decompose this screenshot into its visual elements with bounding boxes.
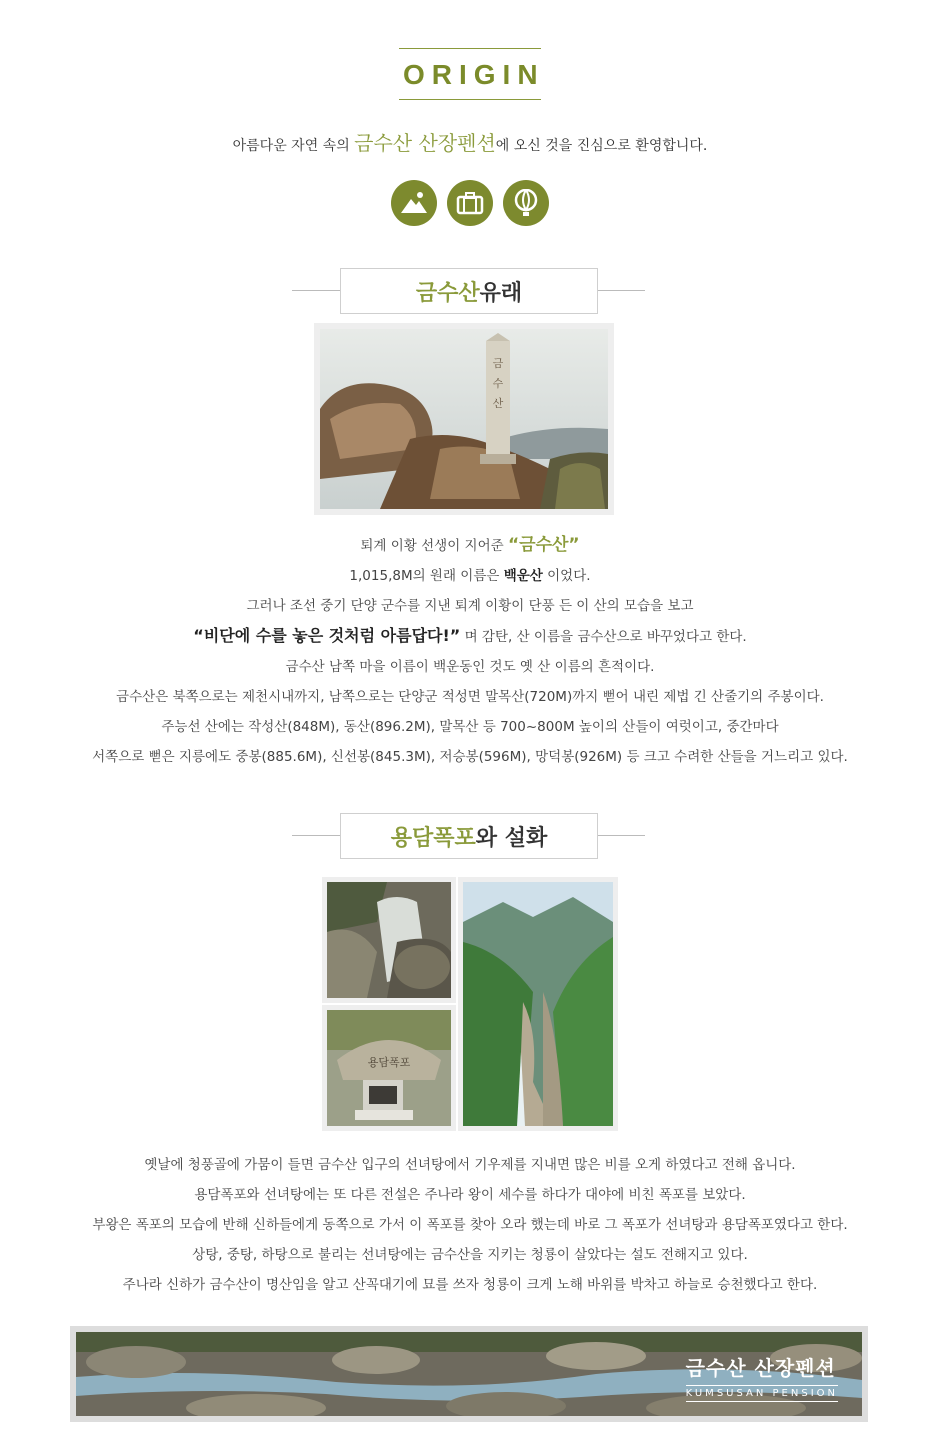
svg-text:금: 금 [492,357,504,370]
suitcase-icon [447,180,493,226]
welcome-message [0,127,940,156]
origin-line-2-pre: 1,015,8M의 원래 이름은 [349,568,504,584]
geumsusan-quote: “금수산” [507,535,580,555]
section-waterfall-title [340,813,598,859]
svg-text:용담폭포: 용담폭포 [367,1056,411,1069]
waterfall-line-2: 용담폭포와 선녀탕에는 또 다른 전설은 주나라 왕이 세수를 하다가 대야에 비친 폭포를 보았다. [194,1187,746,1203]
pension-logo-korean: 금수산 산장펜션 [685,1356,836,1380]
origin-line-7: 주능선 산에는 작성산(848M), 동산(896.2M), 말목산 등 700~800M 높이의 산들이 여럿이고, 중간마다 [161,719,779,735]
hot-air-balloon-icon [503,180,549,226]
pension-logo [686,1352,838,1402]
welcome-highlight: 금수산 산장펜션 [354,131,496,155]
svg-text:산: 산 [492,397,504,410]
origin-line-4-post: 며 감탄, 산 이름을 금수산으로 바꾸었다고 한다. [460,629,747,645]
section-waterfall-heading [0,813,940,859]
section-origin-title-green: 금수산 [415,280,480,306]
heading-line-right [598,835,645,836]
summit-marker-photo [314,323,614,515]
origin-line-1-pre: 퇴계 이황 선생이 지어준 [360,538,508,554]
section-origin-text [0,530,940,772]
section-waterfall-title-green: 용담폭포 [390,825,476,851]
heading-line-right [598,290,645,291]
section-origin-title [340,268,598,314]
welcome-after: 에 오신 것을 진심으로 환영합니다. [495,138,708,154]
beauty-quote: “비단에 수를 놓은 것처럼 아름답다!” [193,626,461,645]
waterfall-line-5: 주나라 신하가 금수산이 명산임을 알고 산꼭대기에 묘를 쓰자 청룡이 크게 노해 바위를 박차고 하늘로 승천했다고 한다. [122,1277,818,1293]
origin-heading-wrap [0,48,940,100]
mountain-icon [391,180,437,226]
heading-line-left [292,835,340,836]
section-origin-title-dark: 유래 [479,280,523,306]
section-waterfall-title-dark: 와 설화 [475,825,548,851]
waterfall-rocks-photo [322,877,456,1003]
pension-logo-english: KUMSUSAN PENSION [686,1385,838,1402]
origin-title: ORIGIN [399,48,541,100]
yongdam-stone-photo [322,1005,456,1131]
heading-line-left [292,290,340,291]
welcome-before: 아름다운 자연 속의 [232,138,355,154]
feature-icons [0,180,940,226]
origin-line-4 [0,621,940,652]
origin-line-2 [0,561,940,591]
origin-line-5: 금수산 남쪽 마을 이름이 백운동인 것도 옛 산 이름의 흔적이다. [285,659,655,675]
origin-line-8: 서쪽으로 뻗은 지릉에도 중봉(885.6M), 신선봉(845.3M), 저승봉(596M), 망덕봉(926M) 등 크고 수려한 산들을 거느리고 있다. [92,749,848,765]
baekunsan-name: 백운산 [503,568,543,584]
stream-banner [70,1326,868,1422]
waterfall-line-1: 옛날에 청풍골에 가뭄이 들면 금수산 입구의 선녀탕에서 기우제를 지내면 많은 비를 오게 하였다고 전해 옵니다. [144,1157,796,1173]
waterfall-line-4: 상탕, 중탕, 하탕으로 불리는 선녀탕에는 금수산을 지키는 청룡이 살았다는 설도 전해지고 있다. [192,1247,748,1263]
svg-text:수: 수 [492,377,504,390]
valley-waterfall-photo [458,877,618,1131]
waterfall-line-3: 부왕은 폭포의 모습에 반해 신하들에게 동쪽으로 가서 이 폭포를 찾아 오라 했는데 바로 그 폭포가 선녀탕과 용담폭포였다고 한다. [92,1217,848,1233]
origin-line-2-post: 이었다. [542,568,591,584]
section-origin-heading [0,268,940,314]
origin-line-3: 그러나 조선 중기 단양 군수를 지낸 퇴계 이황이 단풍 든 이 산의 모습을 보고 [246,598,694,614]
origin-line-1 [0,530,940,561]
origin-line-6: 금수산은 북쪽으로는 제천시내까지, 남쪽으로는 단양군 적성면 말목산(720M)까지 뻗어 내린 제법 긴 산줄기의 주봉이다. [116,689,824,705]
section-waterfall-text [0,1150,940,1300]
